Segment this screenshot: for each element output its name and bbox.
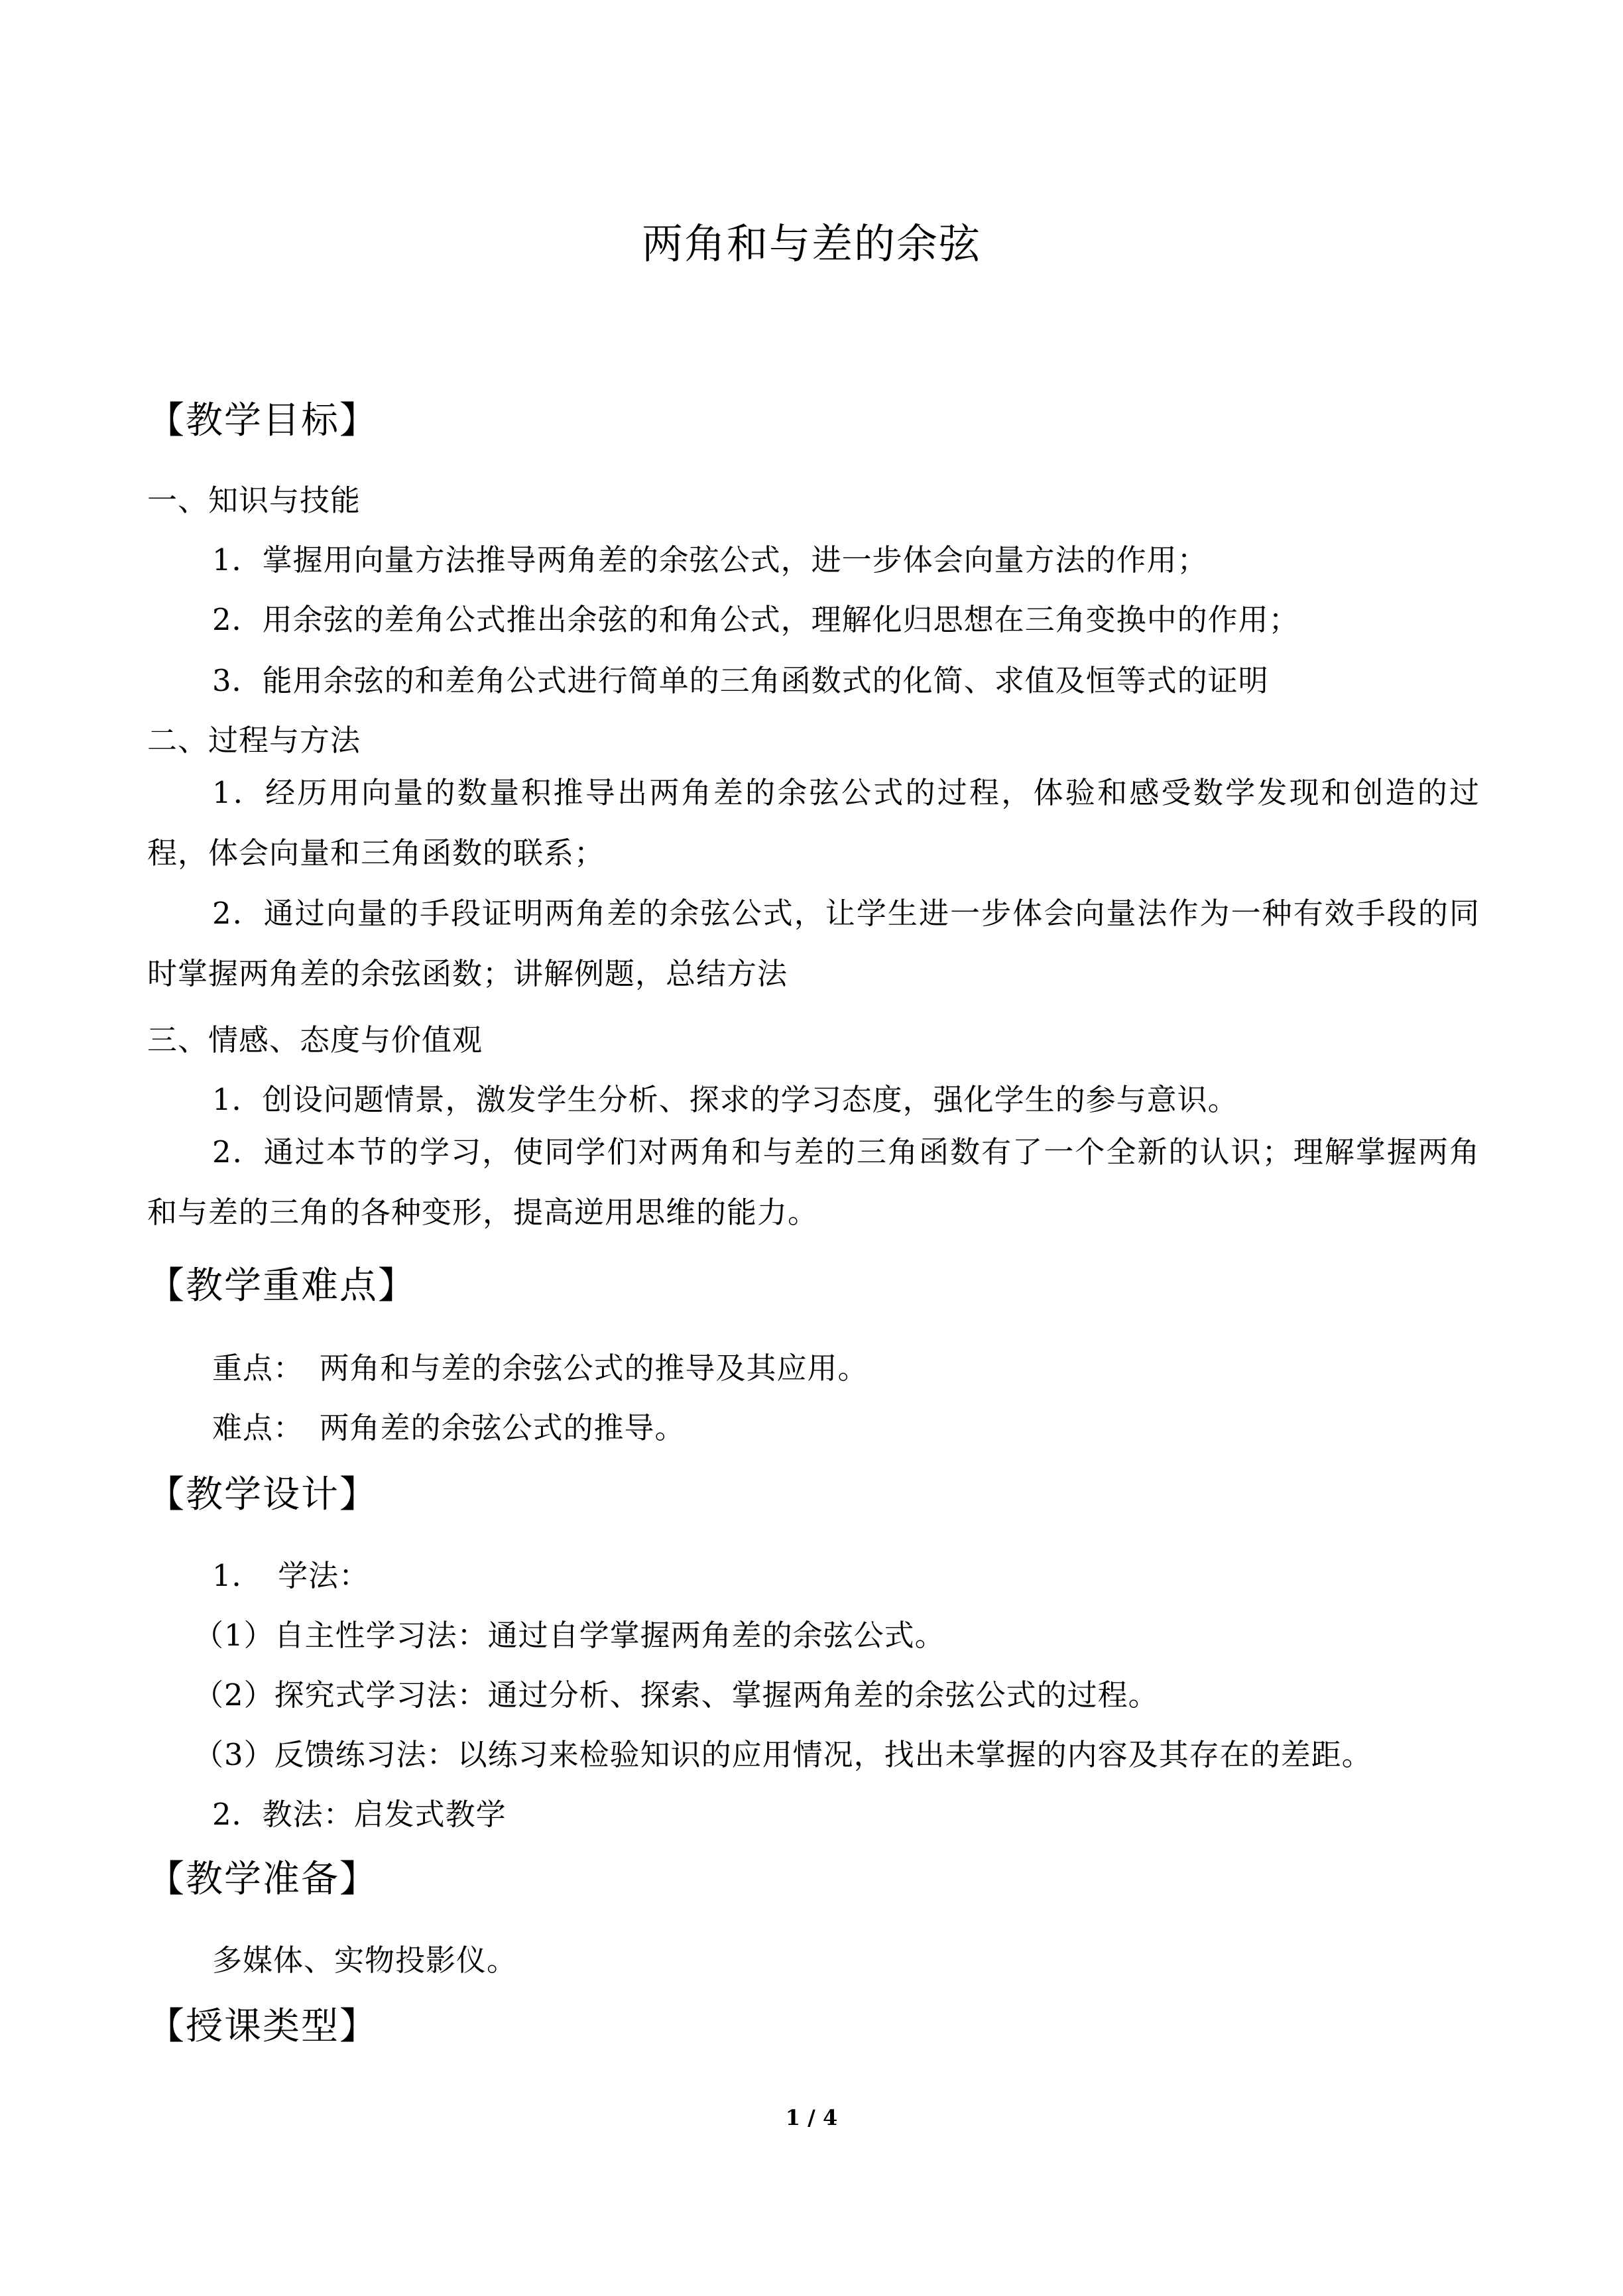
design-method-item: （1）自主性学习法：通过自学掌握两角差的余弦公式。 xyxy=(194,1618,945,1653)
subsection-heading-knowledge: 一、知识与技能 xyxy=(147,483,361,518)
knowledge-item: 2．用余弦的差角公式推出余弦的和角公式，理解化归思想在三角变换中的作用； xyxy=(212,602,1299,637)
knowledge-item: 3．能用余弦的和差角公式进行简单的三角函数式的化简、求值及恒等式的证明 xyxy=(212,663,1269,698)
section-heading-preparation: 【教学准备】 xyxy=(147,1858,378,1901)
section-heading-key-points: 【教学重难点】 xyxy=(147,1264,416,1307)
section-heading-lesson-type: 【授课类型】 xyxy=(147,2005,378,2048)
process-item: 1．经历用向量的数量积推导出两角差的余弦公式的过程，体验和感受数学发现和创造的过程，体会向量和三角函数的联系； xyxy=(147,775,1480,871)
preparation-content: 多媒体、实物投影仪。 xyxy=(212,1943,518,1978)
knowledge-item: 1．掌握用向量方法推导两角差的余弦公式，进一步体会向量方法的作用； xyxy=(212,542,1208,577)
attitude-item: 1．创设问题情景，激发学生分析、探求的学习态度，强化学生的参与意识。 xyxy=(212,1082,1238,1117)
page-number: 1 / 4 xyxy=(785,2105,838,2130)
design-method-item: （3）反馈练习法：以练习来检验知识的应用情况，找出未掌握的内容及其存在的差距。 xyxy=(194,1737,1372,1772)
design-teaching-method: 2．教法：启发式教学 xyxy=(212,1797,507,1832)
section-heading-design: 【教学设计】 xyxy=(147,1473,378,1516)
key-point-difficulty: 难点： 两角差的余弦公式的推导。 xyxy=(212,1410,686,1445)
section-heading-objectives: 【教学目标】 xyxy=(147,399,378,442)
design-method-item: （2）探究式学习法：通过分析、探索、掌握两角差的余弦公式的过程。 xyxy=(194,1677,1159,1713)
document-title: 两角和与差的余弦 xyxy=(641,219,981,268)
process-item: 2．通过向量的手段证明两角差的余弦公式，让学生进一步体会向量法作为一种有效手段的同时掌握两角差的余弦函数；讲解例题，总结方法 xyxy=(147,896,1480,991)
subsection-heading-attitude: 三、情感、态度与价值观 xyxy=(147,1022,483,1057)
key-point-focus: 重点： 两角和与差的余弦公式的推导及其应用。 xyxy=(212,1351,869,1386)
subsection-heading-process: 二、过程与方法 xyxy=(147,723,361,758)
attitude-item: 2．通过本节的学习，使同学们对两角和与差的三角函数有了一个全新的认识；理解掌握两角和与差的三角的各种变形，提高逆用思维的能力。 xyxy=(147,1134,1480,1230)
design-study-method: 1． 学法： xyxy=(212,1558,370,1593)
